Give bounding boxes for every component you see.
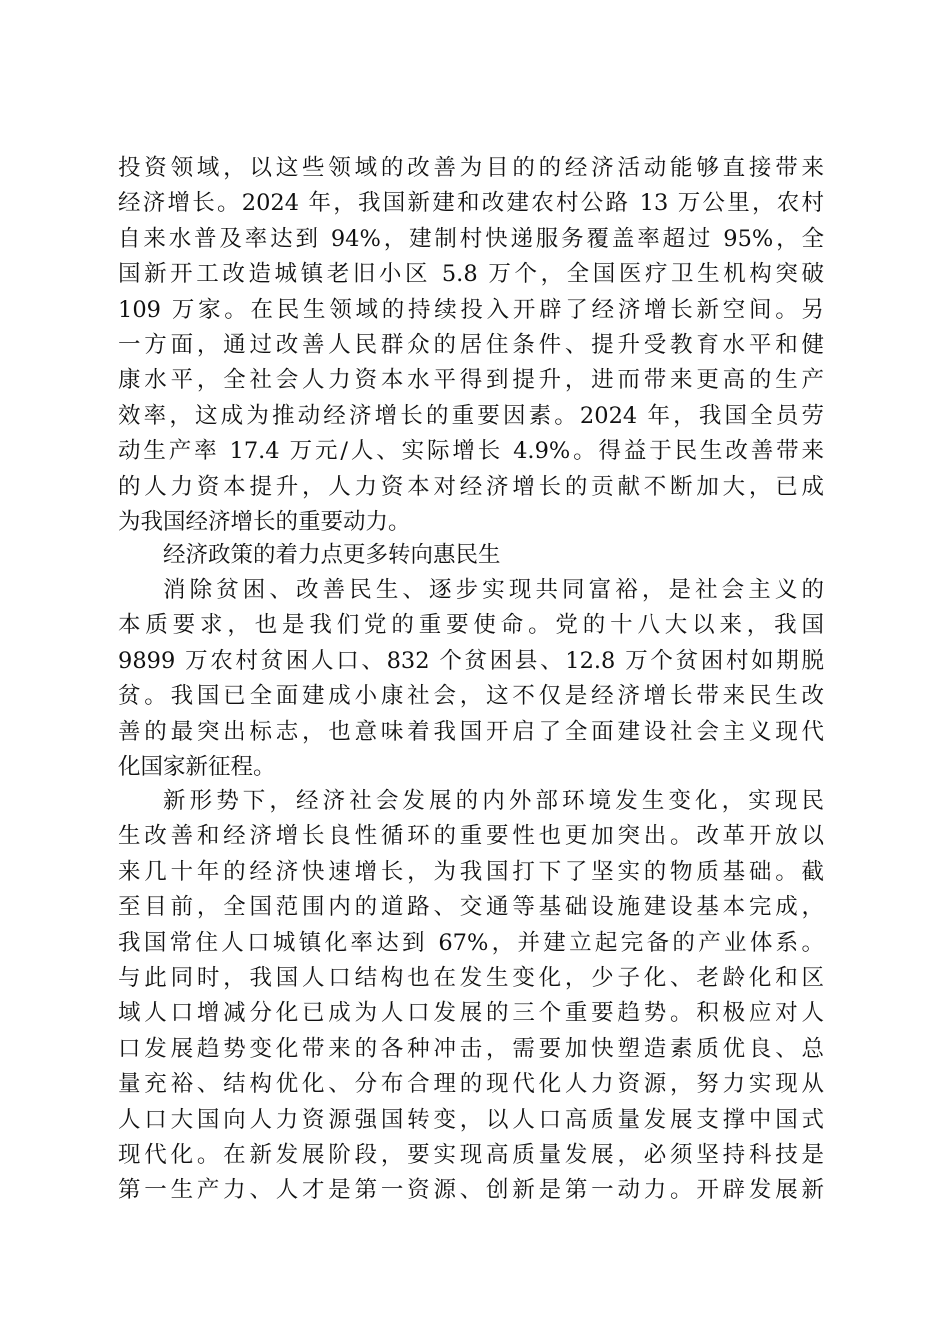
paragraph-1-line: 的人力资本提升，人力资本对经济增长的贡献不断加大，已成 (118, 473, 824, 500)
paragraph-2-line: 本质要求，也是我们党的重要使命。党的十八大以来，我国 (118, 612, 824, 639)
paragraph-3-line: 与此同时，我国人口结构也在发生变化，少子化、老龄化和区 (118, 964, 824, 991)
paragraph-3-line: 来几十年的经济快速增长，为我国打下了坚实的物质基础。截 (118, 858, 824, 885)
paragraph-3-line: 新形势下，经济社会发展的内外部环境发生变化，实现民 (163, 788, 824, 814)
paragraph-3-line: 我国常住人口城镇化率达到 67%，并建立起完备的产业体系。 (118, 929, 824, 956)
paragraph-2 (118, 573, 824, 785)
paragraph-2-line: 消除贫困、改善民生、逐步实现共同富裕，是社会主义的 (163, 577, 824, 603)
paragraph-1-line: 投资领域，以这些领域的改善为目的的经济活动能够直接带来 (118, 155, 824, 181)
paragraph-1-line: 为我国经济增长的重要动力。 (118, 508, 411, 535)
paragraph-1-line: 效率，这成为推动经济增长的重要因素。2024 年，我国全员劳 (118, 402, 824, 429)
paragraph-1-line: 109 万家。在民生领域的持续投入开辟了经济增长新空间。另 (118, 296, 824, 323)
paragraph-1 (118, 151, 824, 540)
paragraph-3-line: 人口大国向人力资源强国转变，以人口高质量发展支撑中国式 (118, 1106, 824, 1133)
paragraph-1-line: 经济增长。2024 年，我国新建和改建农村公路 13 万公里，农村 (118, 190, 824, 217)
section-heading: 经济政策的着力点更多转向惠民生 (163, 542, 501, 568)
paragraph-1-line: 国新开工改造城镇老旧小区 5.8 万个，全国医疗卫生机构突破 (118, 261, 824, 288)
paragraph-3-line: 至目前，全国范围内的道路、交通等基础设施建设基本完成， (118, 894, 824, 921)
paragraph-3-line: 量充裕、结构优化、分布合理的现代化人力资源，努力实现从 (118, 1071, 824, 1098)
paragraph-1-line: 康水平，全社会人力资本水平得到提升，进而带来更高的生产 (118, 367, 824, 394)
paragraph-3-line: 现代化。在新发展阶段，要实现高质量发展，必须坚持科技是 (118, 1141, 824, 1168)
paragraph-1-line: 动生产率 17.4 万元/人、实际增长 4.9%。得益于民生改善带来 (118, 438, 824, 465)
paragraph-1-line: 自来水普及率达到 94%，建制村快递服务覆盖率超过 95%，全 (118, 225, 824, 252)
paragraph-3-line: 口发展趋势变化带来的各种冲击，需要加快塑造素质优良、总 (118, 1035, 824, 1062)
paragraph-3-line: 生改善和经济增长良性循环的重要性也更加突出。改革开放以 (118, 823, 824, 850)
paragraph-2-line: 9899 万农村贫困人口、832 个贫困县、12.8 万个贫困村如期脱 (118, 647, 824, 674)
paragraph-1-line: 一方面，通过改善人民群众的居住条件、提升受教育水平和健 (118, 331, 824, 358)
paragraph-2-line: 贫。我国已全面建成小康社会，这不仅是经济增长带来民生改 (118, 683, 824, 710)
paragraph-2-line: 化国家新征程。 (118, 753, 276, 780)
paragraph-3 (118, 784, 824, 1209)
paragraph-3-line: 域人口增减分化已成为人口发展的三个重要趋势。积极应对人 (118, 1000, 824, 1027)
paragraph-3-line: 第一生产力、人才是第一资源、创新是第一动力。开辟发展新 (118, 1177, 824, 1204)
paragraph-2-line: 善的最突出标志，也意味着我国开启了全面建设社会主义现代 (118, 718, 824, 745)
